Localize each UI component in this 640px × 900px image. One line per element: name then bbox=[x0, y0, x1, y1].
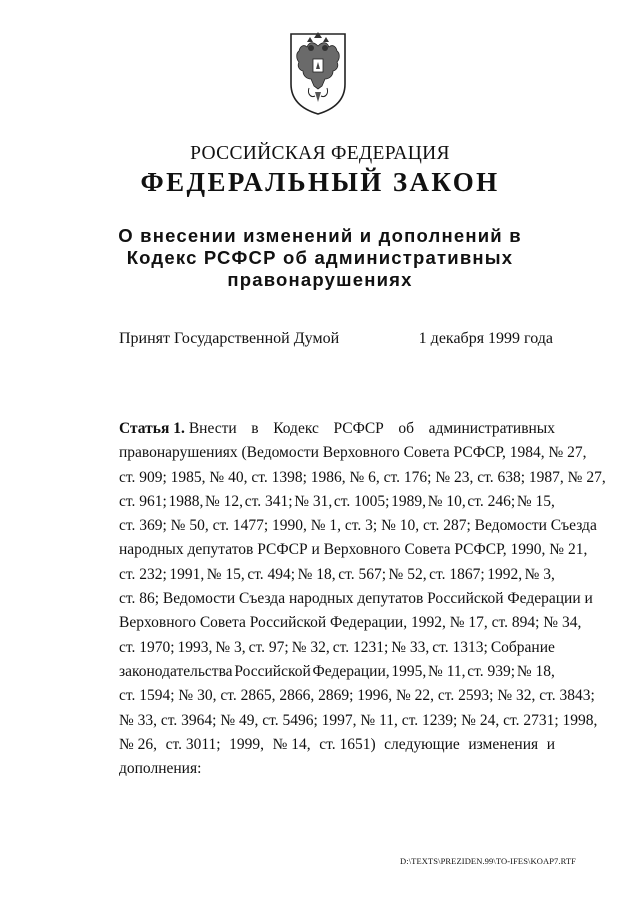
article-word: № 31, bbox=[294, 492, 333, 510]
article-word: № 18, bbox=[516, 662, 555, 680]
article-line bbox=[119, 611, 582, 635]
article-word: Российской bbox=[234, 662, 311, 680]
document-type: ФЕДЕРАЛЬНЫЙ ЗАКОН bbox=[140, 167, 500, 197]
adoption-line bbox=[119, 330, 553, 348]
article-line bbox=[119, 636, 555, 660]
article-word: ст. 961; bbox=[119, 492, 167, 510]
article-lead bbox=[119, 417, 237, 441]
article-word: № 3, bbox=[215, 638, 246, 656]
article-word: ст. 1970; bbox=[119, 638, 175, 656]
article-word: ст. 232; bbox=[119, 565, 167, 583]
article-line bbox=[119, 514, 597, 538]
article-word: ст. 97; bbox=[248, 638, 289, 656]
article-word: ст. 341; bbox=[244, 492, 293, 510]
article-word: ст. 246; bbox=[467, 492, 516, 510]
country-name: РОССИЙСКАЯ ФЕДЕРАЦИЯ bbox=[190, 143, 450, 164]
article-word: об bbox=[398, 420, 415, 437]
article-word: № 52, bbox=[388, 565, 427, 583]
article-word: ст. 909; 1985, № 40, ст. 1398; 1986, № 6, ст. 176; № 23, ст. 638; 1987, № 27, bbox=[119, 468, 606, 486]
article-line bbox=[119, 757, 555, 781]
article-word: № 33, bbox=[391, 638, 430, 656]
article-word: Кодекс bbox=[273, 420, 319, 437]
article-word: ст. 1651) bbox=[319, 735, 376, 753]
article-word: № 32, bbox=[291, 638, 330, 656]
article-line bbox=[119, 466, 606, 490]
article-word: № 10, bbox=[427, 492, 466, 510]
article-word: № 15, bbox=[206, 565, 245, 583]
article-word: 1993, bbox=[177, 638, 213, 656]
article-word: Собрание bbox=[490, 638, 555, 656]
article-word: РСФСР bbox=[333, 420, 384, 437]
article-word: изменения bbox=[468, 735, 539, 753]
article-line bbox=[119, 417, 555, 441]
article-line bbox=[119, 709, 598, 733]
law-title bbox=[80, 225, 560, 291]
article-word: № 33, ст. 3964; № 49, ст. 5496; 1997, № 11, ст. 1239; № 24, ст. 2731; 1998, bbox=[119, 711, 598, 729]
article-word: ст. 494; bbox=[247, 565, 296, 583]
adopted-by: Принят Государственной Думой bbox=[119, 330, 340, 347]
law-title-line: правонарушениях bbox=[227, 269, 413, 290]
article-word: № 12, bbox=[205, 492, 244, 510]
article-word: ст. 939; bbox=[467, 662, 516, 680]
article-word: № 14, bbox=[272, 735, 311, 753]
article-word: № 3, bbox=[524, 565, 555, 583]
article-line bbox=[119, 660, 555, 684]
article-word: ст. 1005; bbox=[333, 492, 390, 510]
law-title-line: О внесении изменений и дополнений в bbox=[118, 225, 522, 246]
article-word: ст. 1867; bbox=[429, 565, 485, 583]
article-word: административных bbox=[428, 420, 555, 437]
article-word: 1992, bbox=[487, 565, 523, 583]
article-line bbox=[119, 441, 587, 465]
article-line bbox=[119, 538, 588, 562]
article-word: дополнения: bbox=[119, 760, 202, 778]
article-word: законодательства bbox=[119, 662, 233, 680]
coat-of-arms-emblem bbox=[287, 26, 349, 116]
article-line bbox=[119, 733, 555, 757]
article-word: 1989, bbox=[391, 492, 427, 510]
article-word: ст. 3011; bbox=[165, 735, 221, 753]
article-label: Статья 1. bbox=[119, 420, 185, 437]
article-1-text bbox=[119, 417, 606, 781]
article-word: Федерации, bbox=[312, 662, 390, 680]
article-word: Внести bbox=[188, 420, 237, 437]
article-word: 1991, bbox=[169, 565, 205, 583]
article-word: ст. 1231; bbox=[332, 638, 389, 656]
article-line bbox=[119, 490, 555, 514]
article-word: следующие bbox=[384, 735, 460, 753]
article-word: 1988, bbox=[168, 492, 204, 510]
article-word: № 11, bbox=[428, 662, 466, 680]
file-path-footer: D:\TEXTS\PREZIDEN.99\TO-IFES\KOAP7.RTF bbox=[400, 856, 576, 866]
article-word: Верховного Совета Российской Федерации, 1992, № 17, ст. 894; № 34, bbox=[119, 614, 582, 632]
article-line bbox=[119, 587, 593, 611]
article-word: № 15, bbox=[516, 492, 555, 510]
article-word: ст. 567; bbox=[338, 565, 387, 583]
article-word: народных депутатов РСФСР и Верховного Совета РСФСР, 1990, № 21, bbox=[119, 541, 588, 559]
article-word: правонарушениях (Ведомости Верховного Совета РСФСР, 1984, № 27, bbox=[119, 444, 587, 462]
article-word: ст. 86; Ведомости Съезда народных депутатов Российской Федерации и bbox=[119, 590, 593, 608]
article-word: ст. 1313; bbox=[432, 638, 488, 656]
adoption-date: 1 декабря 1999 года bbox=[418, 330, 553, 347]
double-headed-eagle-coat-of-arms-icon bbox=[287, 26, 349, 116]
law-title-line: Кодекс РСФСР об административных bbox=[126, 247, 514, 268]
article-line bbox=[119, 684, 595, 708]
article-word: ст. 369; № 50, ст. 1477; 1990, № 1, ст. 3; № 10, ст. 287; Ведомости Съезда bbox=[119, 517, 597, 535]
article-line bbox=[119, 563, 555, 587]
article-word: № 26, bbox=[119, 735, 158, 753]
article-word: 1999, bbox=[229, 735, 265, 753]
article-word: и bbox=[546, 735, 555, 753]
article-word: 1995, bbox=[391, 662, 427, 680]
article-word: в bbox=[251, 420, 259, 437]
article-word: № 18, bbox=[297, 565, 336, 583]
article-word: ст. 1594; № 30, ст. 2865, 2866, 2869; 1996, № 22, ст. 2593; № 32, ст. 3843; bbox=[119, 687, 595, 705]
